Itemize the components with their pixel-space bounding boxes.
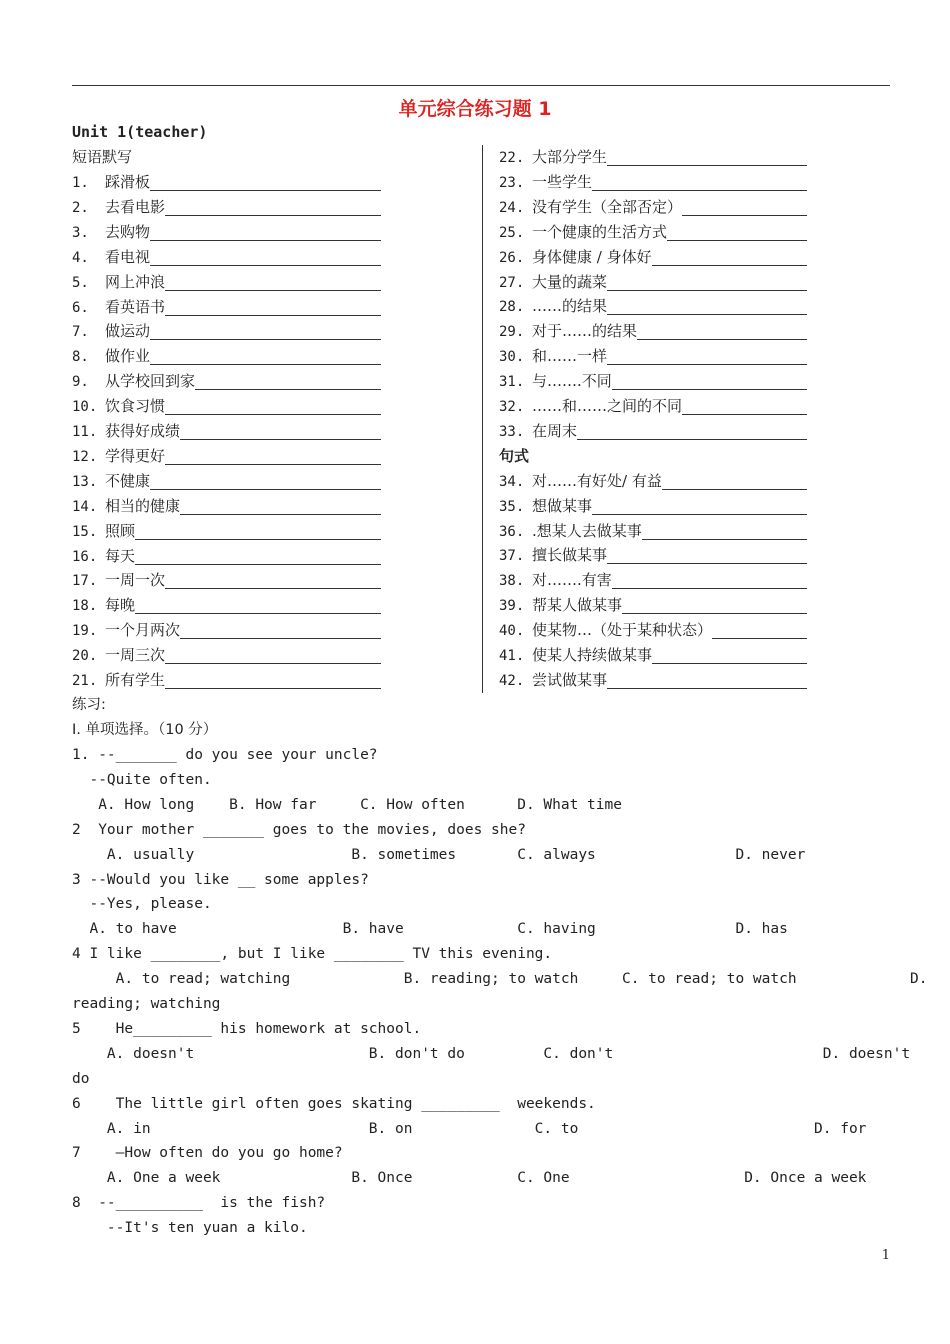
answer-blank[interactable] <box>165 663 381 664</box>
phrase-item <box>72 544 381 569</box>
item-number: 7. <box>72 324 89 341</box>
phrase-item <box>499 170 807 195</box>
item-text: 想做某事 <box>532 496 593 515</box>
item-number: 40. <box>499 623 525 640</box>
item-number: 14. <box>72 498 98 515</box>
answer-blank[interactable] <box>165 290 381 291</box>
item-text: 在周末 <box>532 421 578 440</box>
item-number: 13. <box>72 473 98 490</box>
answer-blank[interactable] <box>135 613 381 614</box>
answer-blank[interactable] <box>607 563 807 564</box>
exercise-line: A. usually B. sometimes C. always D. never <box>72 846 806 863</box>
answer-blank[interactable] <box>165 215 381 216</box>
item-number: 17. <box>72 573 98 590</box>
answer-blank[interactable] <box>642 539 807 540</box>
answer-blank[interactable] <box>180 638 381 639</box>
item-number: 27. <box>499 274 525 291</box>
exercise-line: reading; watching <box>72 996 221 1012</box>
item-number: 10. <box>72 399 98 416</box>
item-text: 使某物…（处于某种状态） <box>532 621 713 640</box>
answer-blank[interactable] <box>135 539 381 540</box>
answer-blank[interactable] <box>150 339 381 340</box>
exercise-line: 7 —How often do you go home? <box>72 1145 343 1162</box>
item-number: 28. <box>499 299 525 316</box>
phrase-item <box>499 220 807 245</box>
exercise-line: 3 --Would you like __ some apples? <box>72 871 369 888</box>
page-number: 1 <box>881 1248 890 1263</box>
phrase-item <box>72 319 381 344</box>
item-number: 21. <box>72 673 98 689</box>
phrase-item <box>499 195 807 220</box>
phrase-item <box>72 369 381 394</box>
answer-blank[interactable] <box>165 688 381 689</box>
answer-blank[interactable] <box>607 165 807 166</box>
answer-blank[interactable] <box>165 414 381 415</box>
phrase-item <box>499 419 807 444</box>
item-text: 没有学生（全部否定） <box>532 197 683 216</box>
answer-blank[interactable] <box>577 439 807 440</box>
item-text: ……和……之间的不同 <box>532 397 683 415</box>
answer-blank[interactable] <box>612 389 807 390</box>
answer-blank[interactable] <box>150 265 381 266</box>
exercise-line: A. in B. on C. to D. for <box>72 1120 867 1137</box>
item-number: 2. <box>72 199 89 216</box>
item-text: 身体健康 / 身体好 <box>532 247 652 266</box>
column-divider <box>482 145 483 693</box>
item-number: 39. <box>499 598 525 615</box>
item-text: 尝试做某事 <box>532 670 608 689</box>
item-text: 每晚 <box>105 596 136 615</box>
item-number: 42. <box>499 672 525 689</box>
answer-blank[interactable] <box>592 514 807 515</box>
item-number: 5. <box>72 274 89 291</box>
answer-blank[interactable] <box>607 290 807 291</box>
item-number: 6. <box>72 299 89 316</box>
answer-blank[interactable] <box>612 588 807 589</box>
item-text: 帮某人做某事 <box>532 596 623 615</box>
phrase-item <box>499 270 807 295</box>
phrase-item <box>499 618 807 643</box>
item-number: 12. <box>72 448 98 465</box>
answer-blank[interactable] <box>667 240 807 241</box>
item-number: 37. <box>499 548 525 565</box>
answer-blank[interactable] <box>180 439 381 440</box>
item-number: 30. <box>499 349 525 366</box>
item-number: 9. <box>72 374 89 391</box>
item-text: 一些学生 <box>532 172 593 191</box>
item-number: 34. <box>499 473 525 490</box>
answer-blank[interactable] <box>150 190 381 191</box>
answer-blank[interactable] <box>150 489 381 490</box>
phrase-item <box>499 568 807 593</box>
item-text: 做运动 <box>105 322 151 341</box>
phrase-item <box>72 469 381 494</box>
exercise-line: A. How long B. How far C. How often D. What time <box>72 796 622 813</box>
item-number: 15. <box>72 523 98 540</box>
item-number: 1. <box>72 175 89 191</box>
phrase-item <box>72 394 381 419</box>
phrase-item <box>72 245 381 270</box>
exercise-line: 1. --_______ do you see your uncle? <box>72 747 378 763</box>
phrase-item <box>72 643 381 668</box>
exercise-line: --Quite often. <box>72 771 212 788</box>
item-number: 32. <box>499 399 525 415</box>
item-number: 3. <box>72 224 89 241</box>
item-text: .想某人去做某事 <box>532 521 642 540</box>
item-number: 23. <box>499 174 525 191</box>
item-text: 看英语书 <box>105 297 166 316</box>
item-number: 16. <box>72 548 98 565</box>
item-number: 25. <box>499 224 525 241</box>
answer-blank[interactable] <box>682 215 807 216</box>
item-number: 8. <box>72 349 89 366</box>
phrase-item <box>72 593 381 618</box>
answer-blank[interactable] <box>652 265 807 266</box>
exercise-line: --It's ten yuan a kilo. <box>72 1220 308 1237</box>
page-title: 单元综合练习题 1 <box>398 98 552 120</box>
answer-blank[interactable] <box>607 688 807 689</box>
phrase-item <box>72 419 381 444</box>
right-section-header: 句式 <box>499 446 530 465</box>
item-text: 擅长做某事 <box>532 546 608 565</box>
exercise-line: 8 --__________ is the fish? <box>72 1195 326 1212</box>
item-text: 大部分学生 <box>532 148 608 166</box>
exercise-line: --Yes, please. <box>72 896 212 913</box>
item-text: 一周一次 <box>105 571 166 590</box>
phrase-item <box>499 469 807 494</box>
item-number: 41. <box>499 648 525 664</box>
answer-blank[interactable] <box>622 613 807 614</box>
item-text: ……的结果 <box>532 297 608 316</box>
answer-blank[interactable] <box>637 339 807 340</box>
exercise-line: A. doesn't B. don't do C. don't D. doesn't <box>72 1045 911 1062</box>
practice-label: 练习: <box>72 697 106 713</box>
answer-blank[interactable] <box>652 663 807 664</box>
answer-blank[interactable] <box>682 414 807 415</box>
phrase-item <box>72 618 381 643</box>
phrase-item <box>499 494 807 519</box>
phrase-item <box>499 668 807 693</box>
item-number: 18. <box>72 598 98 615</box>
item-text: 去看电影 <box>105 197 166 216</box>
answer-blank[interactable] <box>180 514 381 515</box>
item-number: 20. <box>72 648 98 665</box>
exercise-line: 5 He_________ his homework at school. <box>72 1020 422 1037</box>
answer-blank[interactable] <box>607 364 807 365</box>
phrase-item <box>72 295 381 320</box>
item-number: 35. <box>499 498 525 515</box>
item-text: 大量的蔬菜 <box>532 272 608 291</box>
phrase-item <box>72 270 381 295</box>
item-text: 一个健康的生活方式 <box>532 222 668 241</box>
phrase-item <box>499 145 807 170</box>
item-number: 38. <box>499 573 525 590</box>
phrase-item <box>72 519 381 544</box>
item-text: 对于……的结果 <box>532 322 638 341</box>
item-number: 36. <box>499 523 525 540</box>
answer-blank[interactable] <box>195 389 381 390</box>
answer-blank[interactable] <box>150 364 381 365</box>
item-number: 29. <box>499 324 525 341</box>
phrase-item <box>72 568 381 593</box>
item-number: 22. <box>499 150 525 166</box>
section-heading: I. 单项选择。（10 分） <box>72 722 218 738</box>
phrase-item <box>499 369 807 394</box>
item-number: 24. <box>499 199 525 216</box>
item-text: 网上冲浪 <box>105 272 166 291</box>
item-text: 去购物 <box>105 222 151 241</box>
unit-label: Unit 1(teacher) <box>72 123 208 141</box>
answer-blank[interactable] <box>165 315 381 316</box>
item-number: 4. <box>72 249 89 266</box>
answer-blank[interactable] <box>607 314 807 315</box>
phrase-item <box>72 494 381 519</box>
item-text: 与…….不同 <box>532 372 612 391</box>
item-text: 做作业 <box>105 347 151 366</box>
answer-blank[interactable] <box>135 564 381 565</box>
phrase-item <box>72 220 381 245</box>
phrase-item <box>499 394 807 419</box>
item-number: 31. <box>499 374 525 391</box>
exercise-line: do <box>72 1070 90 1087</box>
left-section-header: 短语默写 <box>72 148 133 166</box>
exercise-line: 6 The little girl often goes skating _________ weekends. <box>72 1095 596 1112</box>
exercise-line: 2 Your mother _______ goes to the movies, does she? <box>72 821 526 838</box>
item-text: 相当的健康 <box>105 496 181 515</box>
answer-blank[interactable] <box>712 638 807 639</box>
item-text: 一个月两次 <box>105 621 181 640</box>
phrase-item <box>499 543 807 568</box>
item-text: 从学校回到家 <box>105 372 196 391</box>
item-number: 33. <box>499 423 525 440</box>
phrase-item <box>72 170 381 195</box>
item-text: 获得好成绩 <box>105 422 181 440</box>
item-text: 对……有好处/ 有益 <box>532 471 662 490</box>
phrase-item <box>72 344 381 369</box>
item-number: 19. <box>72 623 98 640</box>
phrase-item <box>499 519 807 544</box>
item-text: 照顾 <box>105 521 136 540</box>
exercise-line: A. to have B. have C. having D. has <box>72 921 788 938</box>
item-text: 和……一样 <box>532 347 608 366</box>
phrase-item <box>72 668 381 693</box>
phrase-item <box>499 344 807 369</box>
item-text: 每天 <box>105 546 136 565</box>
phrase-item <box>499 319 807 344</box>
item-text: 学得更好 <box>105 446 166 465</box>
phrase-item <box>499 294 807 319</box>
exercise-line: A. to read; watching B. reading; to watch C. to read; to watch D. <box>72 971 928 988</box>
item-number: 11. <box>72 424 98 440</box>
phrase-item <box>499 643 807 668</box>
item-text: 对…….有害 <box>532 571 612 590</box>
answer-blank[interactable] <box>165 464 381 465</box>
answer-blank[interactable] <box>662 489 807 490</box>
item-text: 一周三次 <box>105 646 166 665</box>
phrase-item <box>72 195 381 220</box>
phrase-item <box>72 444 381 469</box>
item-text: 所有学生 <box>105 671 166 689</box>
exercise-line: 4 I like ________, but I like ________ TV this evening. <box>72 946 553 963</box>
item-text: 使某人持续做某事 <box>532 646 653 664</box>
phrase-item <box>499 593 807 618</box>
answer-blank[interactable] <box>165 588 381 589</box>
item-text: 看电视 <box>105 247 151 266</box>
item-text: 饮食习惯 <box>105 397 166 416</box>
item-text: 踩滑板 <box>105 173 151 191</box>
exercise-line: A. One a week B. Once C. One D. Once a week <box>72 1170 867 1187</box>
answer-blank[interactable] <box>150 240 381 241</box>
item-text: 不健康 <box>105 471 151 490</box>
phrase-item <box>499 245 807 270</box>
answer-blank[interactable] <box>592 190 807 191</box>
top-rule <box>72 85 890 86</box>
item-number: 26. <box>499 249 525 266</box>
